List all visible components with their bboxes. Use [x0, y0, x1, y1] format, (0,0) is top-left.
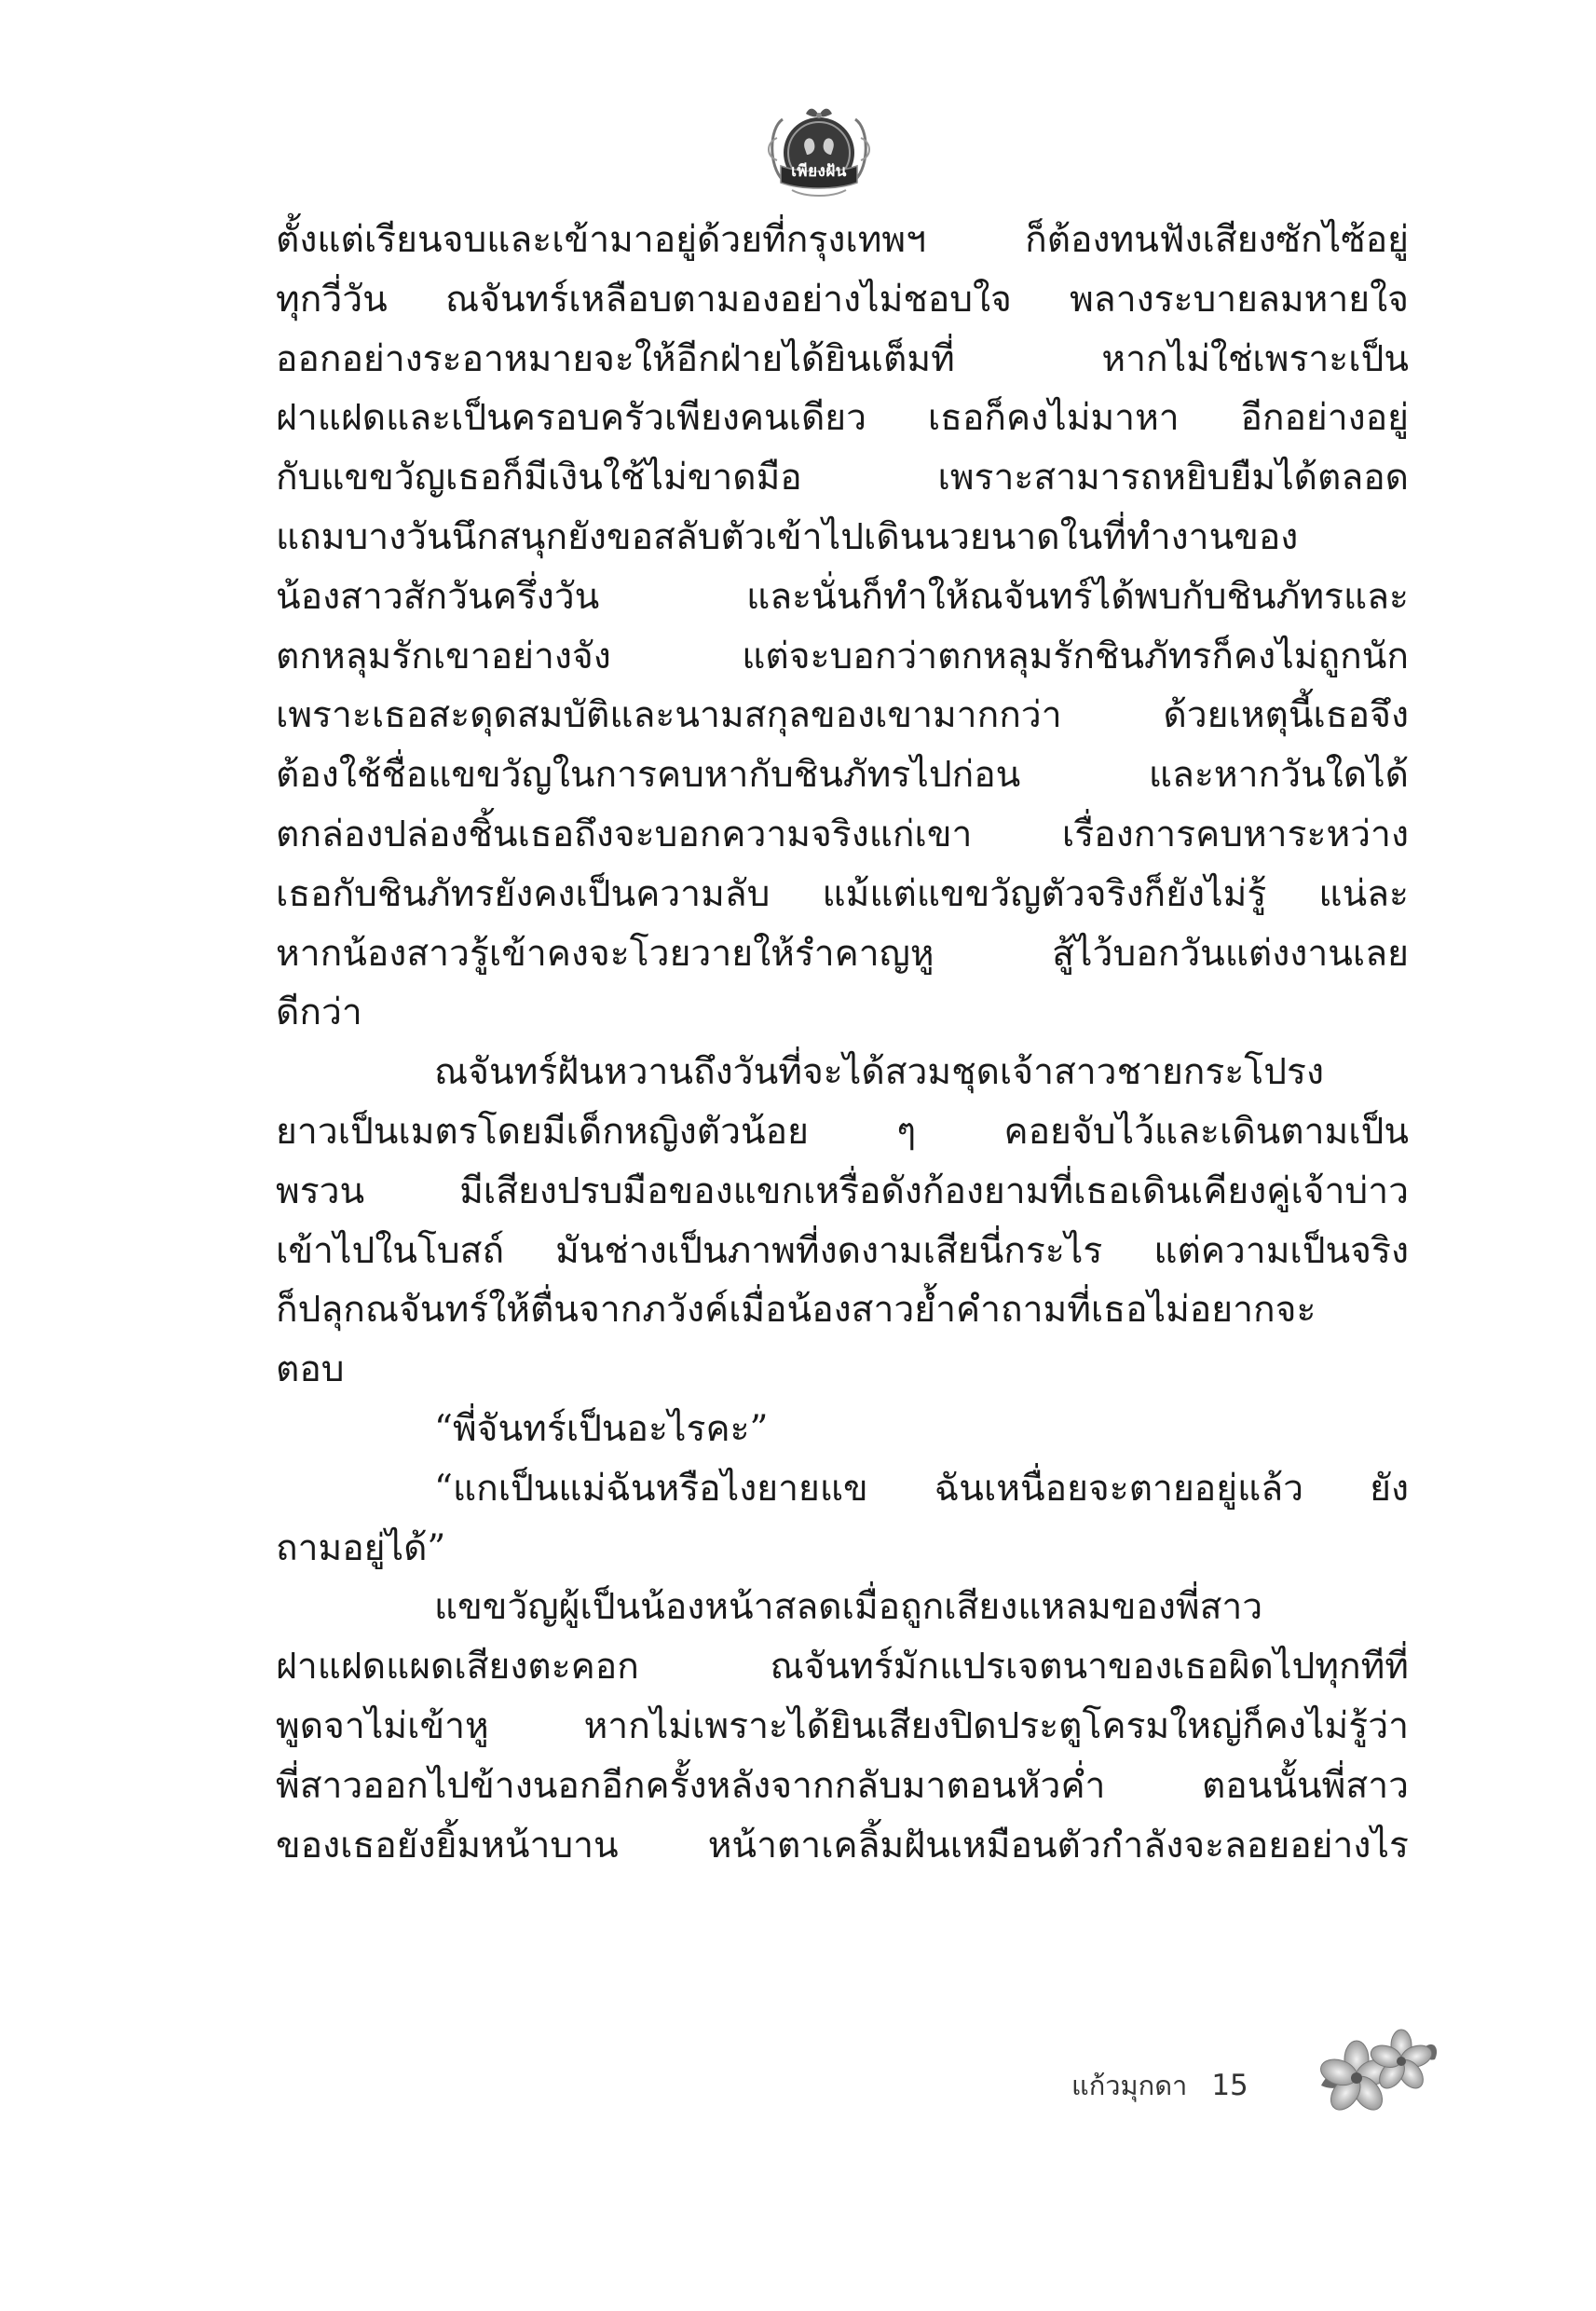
- text-line: เธอกับชินภัทรยังคงเป็นความลับ แม้แต่แขขวัญตัวจริงก็ยังไม่รู้ แน่ละ: [276, 872, 1409, 915]
- text-line: ก็ปลุกณจันทร์ให้ตื่นจากภวังค์เมื่อน้องสาวย้ำคำถามที่เธอไม่อยากจะ: [276, 1289, 1316, 1332]
- ornament-icon: [764, 101, 874, 203]
- text-line: ของเธอยังยิ้มหน้าบาน หน้าตาเคลิ้มฝันเหมือนตัวกำลังจะลอยอย่างไร: [276, 1824, 1409, 1867]
- text-line: ณจันทร์ฝันหวานถึงวันที่จะได้สวมชุดเจ้าสาวชายกระโปรง: [434, 1051, 1325, 1094]
- text-line: ฝาแฝดและเป็นครอบครัวเพียงคนเดียว เธอก็คงไม่มาหา อีกอย่างอยู่: [276, 397, 1409, 440]
- dialogue-paragraph: [276, 1459, 1409, 1579]
- text-line: พรวน มีเสียงปรบมือของแขกเหรื่อดังก้องยามที่เธอเดินเคียงคู่เจ้าบ่าว: [276, 1169, 1409, 1212]
- text-line: ถามอยู่ได้”: [276, 1526, 446, 1569]
- text-line: ฝาแฝดแผดเสียงตะคอก ณจันทร์มักแปรเจตนาของเธอผิดไปทุกทีที่: [276, 1646, 1409, 1689]
- text-line: “พี่จันทร์เป็นอะไรคะ”: [434, 1407, 769, 1450]
- text-line: กับแขขวัญเธอก็มีเงินใช้ไม่ขาดมือ เพราะสามารถหยิบยืมได้ตลอด: [276, 457, 1409, 499]
- text-line: ออกอย่างระอาหมายจะให้อีกฝ่ายได้ยินเต็มที่ หากไม่ใช่เพราะเป็น: [276, 337, 1409, 380]
- text-line: เพราะเธอสะดุดสมบัติและนามสกุลของเขามากกว่า ด้วยเหตุนี้เธอจึง: [276, 694, 1409, 737]
- text-line: ตกหลุมรักเขาอย่างจัง แต่จะบอกว่าตกหลุมรักชินภัทรก็คงไม่ถูกนัก: [276, 635, 1409, 677]
- footer-book-title: แก้วมุกดา: [1071, 2070, 1188, 2101]
- paragraph: [276, 1043, 1409, 1400]
- header-logo-emblem: [764, 101, 874, 203]
- dialogue-paragraph: [276, 1400, 1409, 1459]
- text-line: ตกล่องปล่องชิ้นเธอถึงจะบอกความจริงแก่เขา เรื่องการคบหาระหว่าง: [276, 813, 1409, 855]
- text-line: ทุกวี่วัน ณจันทร์เหลือบตามองอย่างไม่ชอบใจ พลางระบายลมหายใจ: [276, 278, 1409, 321]
- text-line: ตอบ: [276, 1348, 345, 1391]
- text-line: ตั้งแต่เรียนจบและเข้ามาอยู่ด้วยที่กรุงเทพฯ ก็ต้องทนฟังเสียงซักไซ้อยู่: [276, 219, 1409, 261]
- text-line: เข้าไปในโบสถ์ มันช่างเป็นภาพที่งดงามเสียนี่กระไร แต่ความเป็นจริง: [276, 1229, 1409, 1272]
- text-line: “แกเป็นแม่ฉันหรือไงยายแข ฉันเหนื่อยจะตายอยู่แล้ว ยัง: [434, 1467, 1409, 1510]
- paragraph: [276, 1578, 1409, 1875]
- text-line: น้องสาวสักวันครึ่งวัน และนั่นก็ทำให้ณจันทร์ได้พบกับชินภัทรและ: [276, 575, 1409, 618]
- text-line: พี่สาวออกไปข้างนอกอีกครั้งหลังจากกลับมาตอนหัวค่ำ ตอนนั้นพี่สาว: [276, 1764, 1409, 1807]
- page-footer: [1071, 2058, 1248, 2113]
- text-line: ยาวเป็นเมตรโดยมีเด็กหญิงตัวน้อย ๆ คอยจับไว้และเดินตามเป็น: [276, 1110, 1409, 1153]
- logo-text: เพียงฝัน: [791, 162, 847, 181]
- body-text: [276, 211, 1409, 1875]
- text-line: แขขวัญผู้เป็นน้องหน้าสลดเมื่อถูกเสียงแหลมของพี่สาว: [434, 1586, 1263, 1629]
- text-line: หากน้องสาวรู้เข้าคงจะโวยวายให้รำคาญหู สู้ไว้บอกวันแต่งงานเลย: [276, 932, 1409, 975]
- flower-icon: [1312, 2020, 1442, 2123]
- footer-flower-ornament: [1312, 2020, 1442, 2123]
- text-line: แถมบางวันนึกสนุกยังขอสลับตัวเข้าไปเดินนวยนาดในที่ทำงานของ: [276, 515, 1299, 558]
- page-number: 15: [1211, 2069, 1248, 2102]
- text-line: พูดจาไม่เข้าหู หากไม่เพราะได้ยินเสียงปิดประตูโครมใหญ่ก็คงไม่รู้ว่า: [276, 1704, 1409, 1747]
- paragraph: [276, 211, 1409, 1043]
- text-line: ต้องใช้ชื่อแขขวัญในการคบหากับชินภัทรไปก่อน และหากวันใดได้: [276, 754, 1409, 797]
- text-line: ดีกว่า: [276, 991, 362, 1034]
